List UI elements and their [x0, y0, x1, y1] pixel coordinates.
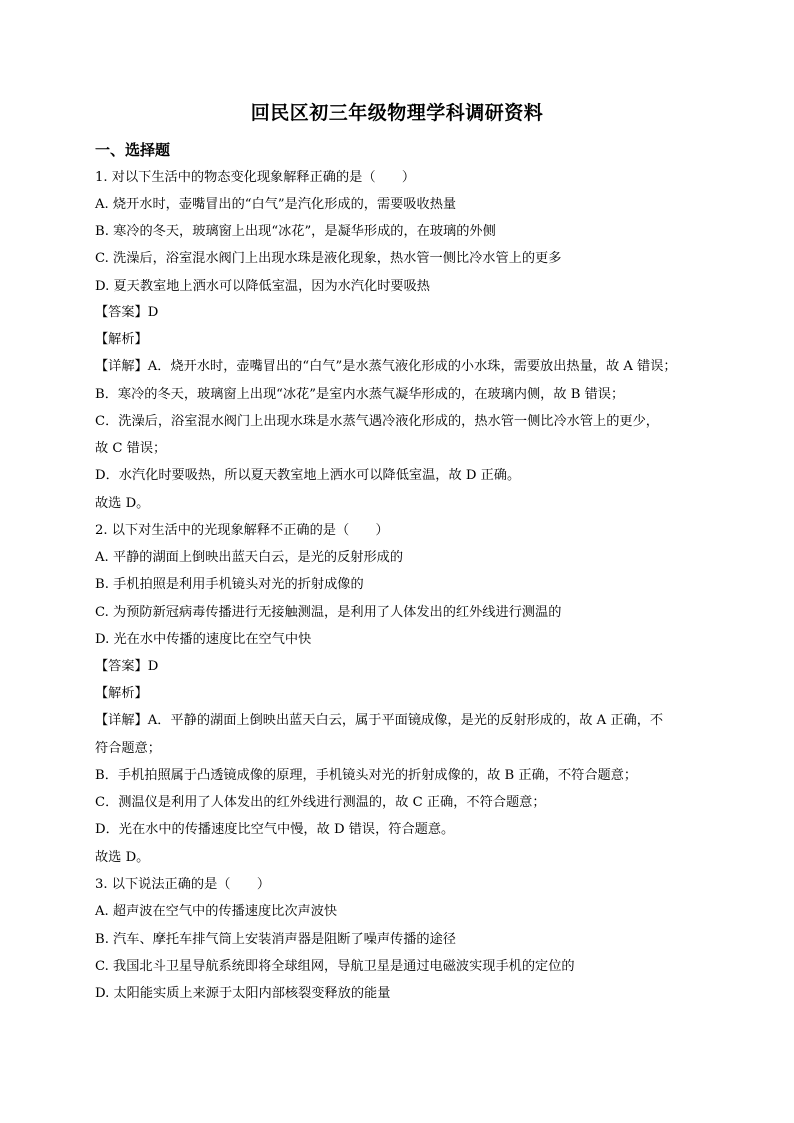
detail-label: 【详解】 [95, 713, 148, 728]
question-1-detail-line-5: D．水汽化时要吸热，所以夏天教室地上洒水可以降低室温，故 D 正确。 [95, 468, 521, 483]
question-1-detail-line-2: B．寒冷的冬天，玻璃窗上出现“冰花”是室内水蒸气凝华形成的，在玻璃内侧，故 B 错误； [95, 387, 625, 402]
question-2-stem: 2. 以下对生活中的光现象解释不正确的是（ ） [95, 523, 389, 538]
question-2-conclusion: 故选 D。 [95, 850, 150, 865]
detail-text: A．平静的湖面上倒映出蓝天白云，属于平面镜成像，是光的反射形成的，故 A 正确，不 [147, 713, 664, 728]
question-1-detail-line-1 [95, 358, 715, 376]
question-1-option-b: B. 寒冷的冬天，玻璃窗上出现“冰花”，是凝华形成的，在玻璃的外侧 [95, 224, 496, 239]
question-2-analysis-label: 【解析】 [95, 686, 148, 701]
page-title: 回民区初三年级物理学科调研资料 [250, 102, 544, 124]
question-1-detail-line-4: 故 C 错误； [95, 441, 167, 456]
question-2-detail-line-3: B．手机拍照属于凸透镜成像的原理，手机镜头对光的折射成像的，故 B 正确，不符合题意； [95, 768, 638, 783]
question-1-conclusion: 故选 D。 [95, 496, 150, 511]
question-3-option-c: C. 我国北斗卫星导航系统即将全球组网，导航卫星是通过电磁波实现手机的定位的 [95, 959, 575, 974]
question-1-option-c: C. 洗澡后，浴室混水阀门上出现水珠是液化现象，热水管一侧比冷水管上的更多 [95, 251, 562, 266]
question-1-stem: 1. 对以下生活中的物态变化现象解释正确的是（ ） [95, 170, 416, 185]
question-2-detail-line-2: 符合题意； [95, 741, 161, 756]
question-3-option-b: B. 汽车、摩托车排气筒上安装消声器是阻断了噪声传播的途径 [95, 932, 456, 947]
question-1-analysis-label: 【解析】 [95, 332, 148, 347]
question-1-option-d: D. 夏天教室地上洒水可以降低室温，因为水汽化时要吸热 [95, 279, 430, 294]
question-2-option-a: A. 平静的湖面上倒映出蓝天白云，是光的反射形成的 [95, 550, 404, 565]
question-1-detail-line-3: C．洗澡后，浴室混水阀门上出现水珠是水蒸气遇冷液化形成的，热水管一侧比冷水管上的更少， [95, 414, 659, 429]
question-2-option-d: D. 光在水中传播的速度比在空气中快 [95, 632, 312, 647]
question-1-answer: 【答案】D [95, 305, 159, 320]
question-2-detail-line-5: D．光在水中的传播速度比空气中慢，故 D 错误，符合题意。 [95, 822, 455, 837]
question-2-answer: 【答案】D [95, 659, 159, 674]
detail-label: 【详解】 [95, 359, 148, 374]
question-1-option-a: A. 烧开水时，壶嘴冒出的“白气”是汽化形成的，需要吸收热量 [95, 197, 457, 212]
question-3-option-d: D. 太阳能实质上来源于太阳内部核裂变释放的能量 [95, 986, 391, 1001]
question-2-detail-line-1 [95, 712, 715, 730]
question-2-option-c: C. 为预防新冠病毒传播进行无接触测温，是利用了人体发出的红外线进行测温的 [95, 605, 562, 620]
section-heading: 一、选择题 [95, 141, 171, 159]
detail-text: A．烧开水时，壶嘴冒出的“白气”是水蒸气液化形成的小水珠，需要放出热量，故 A 错误； [147, 359, 677, 374]
question-2-option-b: B. 手机拍照是利用手机镜头对光的折射成像的 [95, 577, 364, 592]
question-3-option-a: A. 超声波在空气中的传播速度比次声波快 [95, 904, 338, 919]
question-2-detail-line-4: C．测温仪是利用了人体发出的红外线进行测温的，故 C 正确，不符合题意； [95, 795, 546, 810]
question-3-stem: 3. 以下说法正确的是（ ） [95, 877, 271, 892]
